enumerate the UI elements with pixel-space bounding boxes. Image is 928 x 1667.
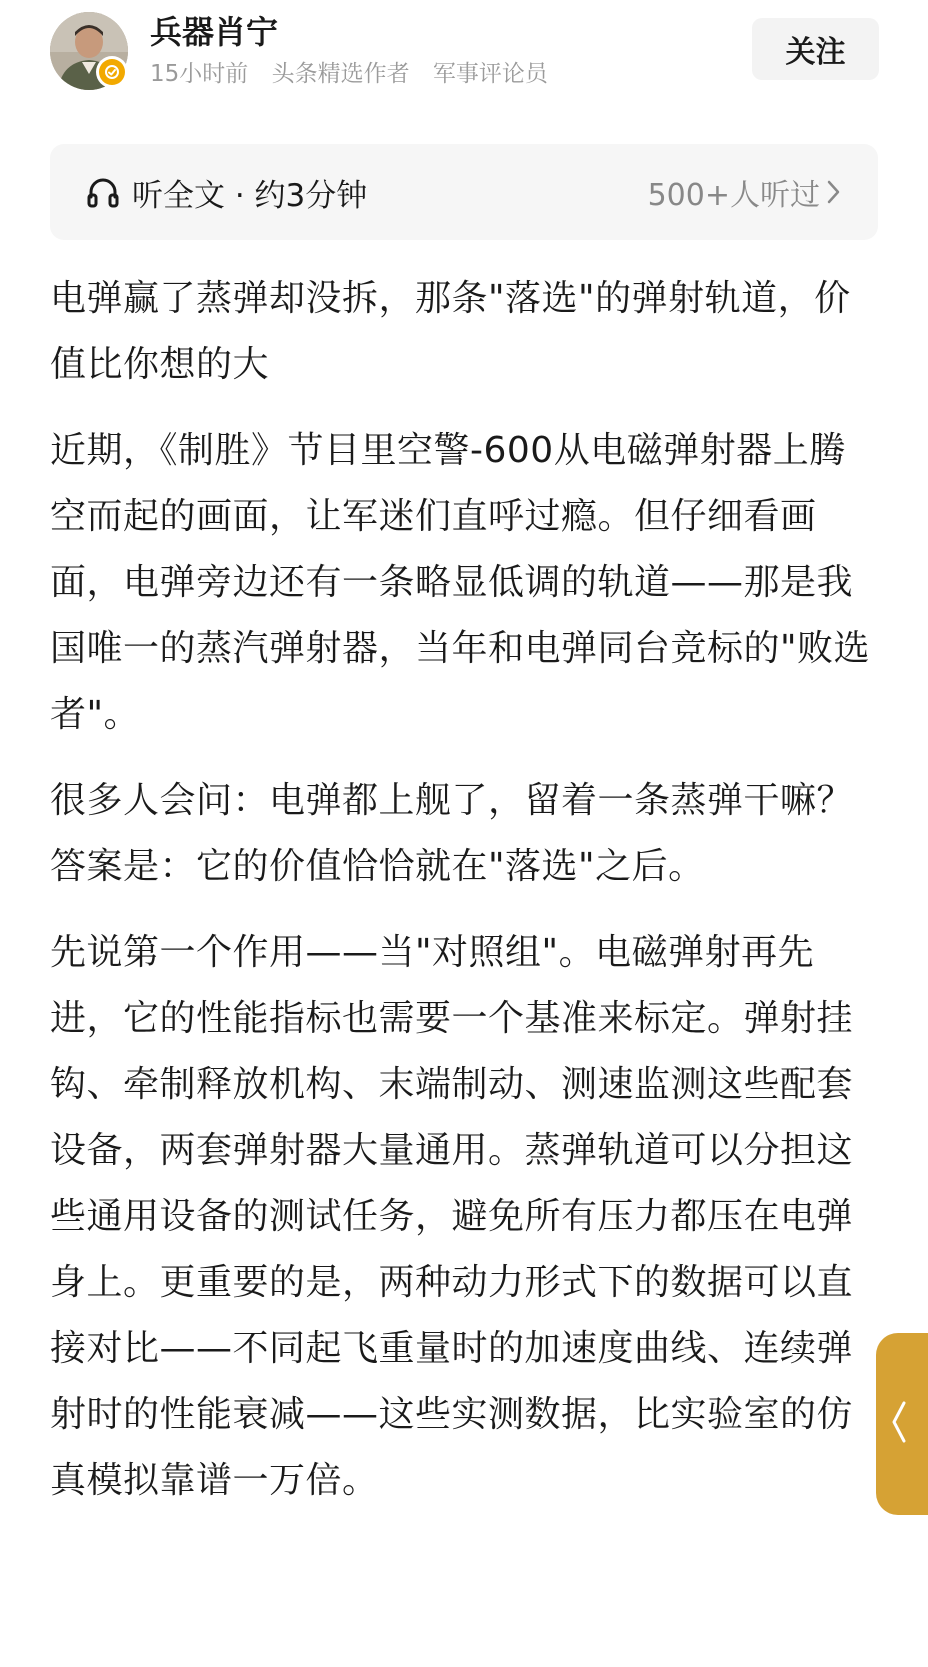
article-body <box>50 266 880 1534</box>
headphone-icon <box>86 175 120 209</box>
post-time: 15小时前 <box>150 61 249 87</box>
author-meta <box>150 58 564 90</box>
chevron-left-icon <box>890 1399 908 1449</box>
article-paragraph: 先说第一个作用——当"对照组"。电磁弹射再先进，它的性能指标也需要一个基准来标定。弹射挂钩、牵制释放机构、末端制动、测速监测这些配套设备，两套弹射器大量通用。蒸弹轨道可以分担这些通用设备的测试任务，避免所有压力都压在电弹身上。更重要的是，两种动力形式下的数据可以直接对比——不同起飞重量时的加速度曲线、连续弹射时的性能衰减——这些实测数据，比实验室的仿真模拟靠谱一万倍。 <box>50 932 854 1501</box>
article-paragraph: 很多人会问：电弹都上舰了，留着一条蒸弹干嘛？答案是：它的价值恰恰就在"落选"之后。 <box>50 780 854 887</box>
listen-full-text-bar[interactable] <box>50 144 878 240</box>
chevron-right-icon <box>826 179 842 205</box>
listen-count[interactable] <box>648 144 842 240</box>
verified-badge-icon <box>96 56 128 88</box>
listen-count-text: 500+人听过 <box>647 178 820 213</box>
side-expand-tab[interactable] <box>876 1333 928 1515</box>
author-tag: 军事评论员 <box>432 61 548 87</box>
listen-label: 听全文 · 约3分钟 <box>132 177 368 214</box>
follow-button[interactable]: 关注 <box>752 18 879 80</box>
article-paragraph: 近期，《制胜》节目里空警-600从电磁弹射器上腾空而起的画面，让军迷们直呼过瘾。但仔细看画面，电弹旁边还有一条略显低调的轨道——那是我国唯一的蒸汽弹射器，当年和电弹同台竞标的"败选者"。 <box>50 430 871 735</box>
author-name[interactable]: 兵器肖宁 <box>150 13 279 51</box>
article-title: 电弹赢了蒸弹却没拆，那条"落选"的弹射轨道，价值比你想的大 <box>50 278 851 385</box>
author-tag: 头条精选作者 <box>271 61 410 87</box>
listen-left <box>86 144 367 240</box>
article-header <box>0 0 928 110</box>
